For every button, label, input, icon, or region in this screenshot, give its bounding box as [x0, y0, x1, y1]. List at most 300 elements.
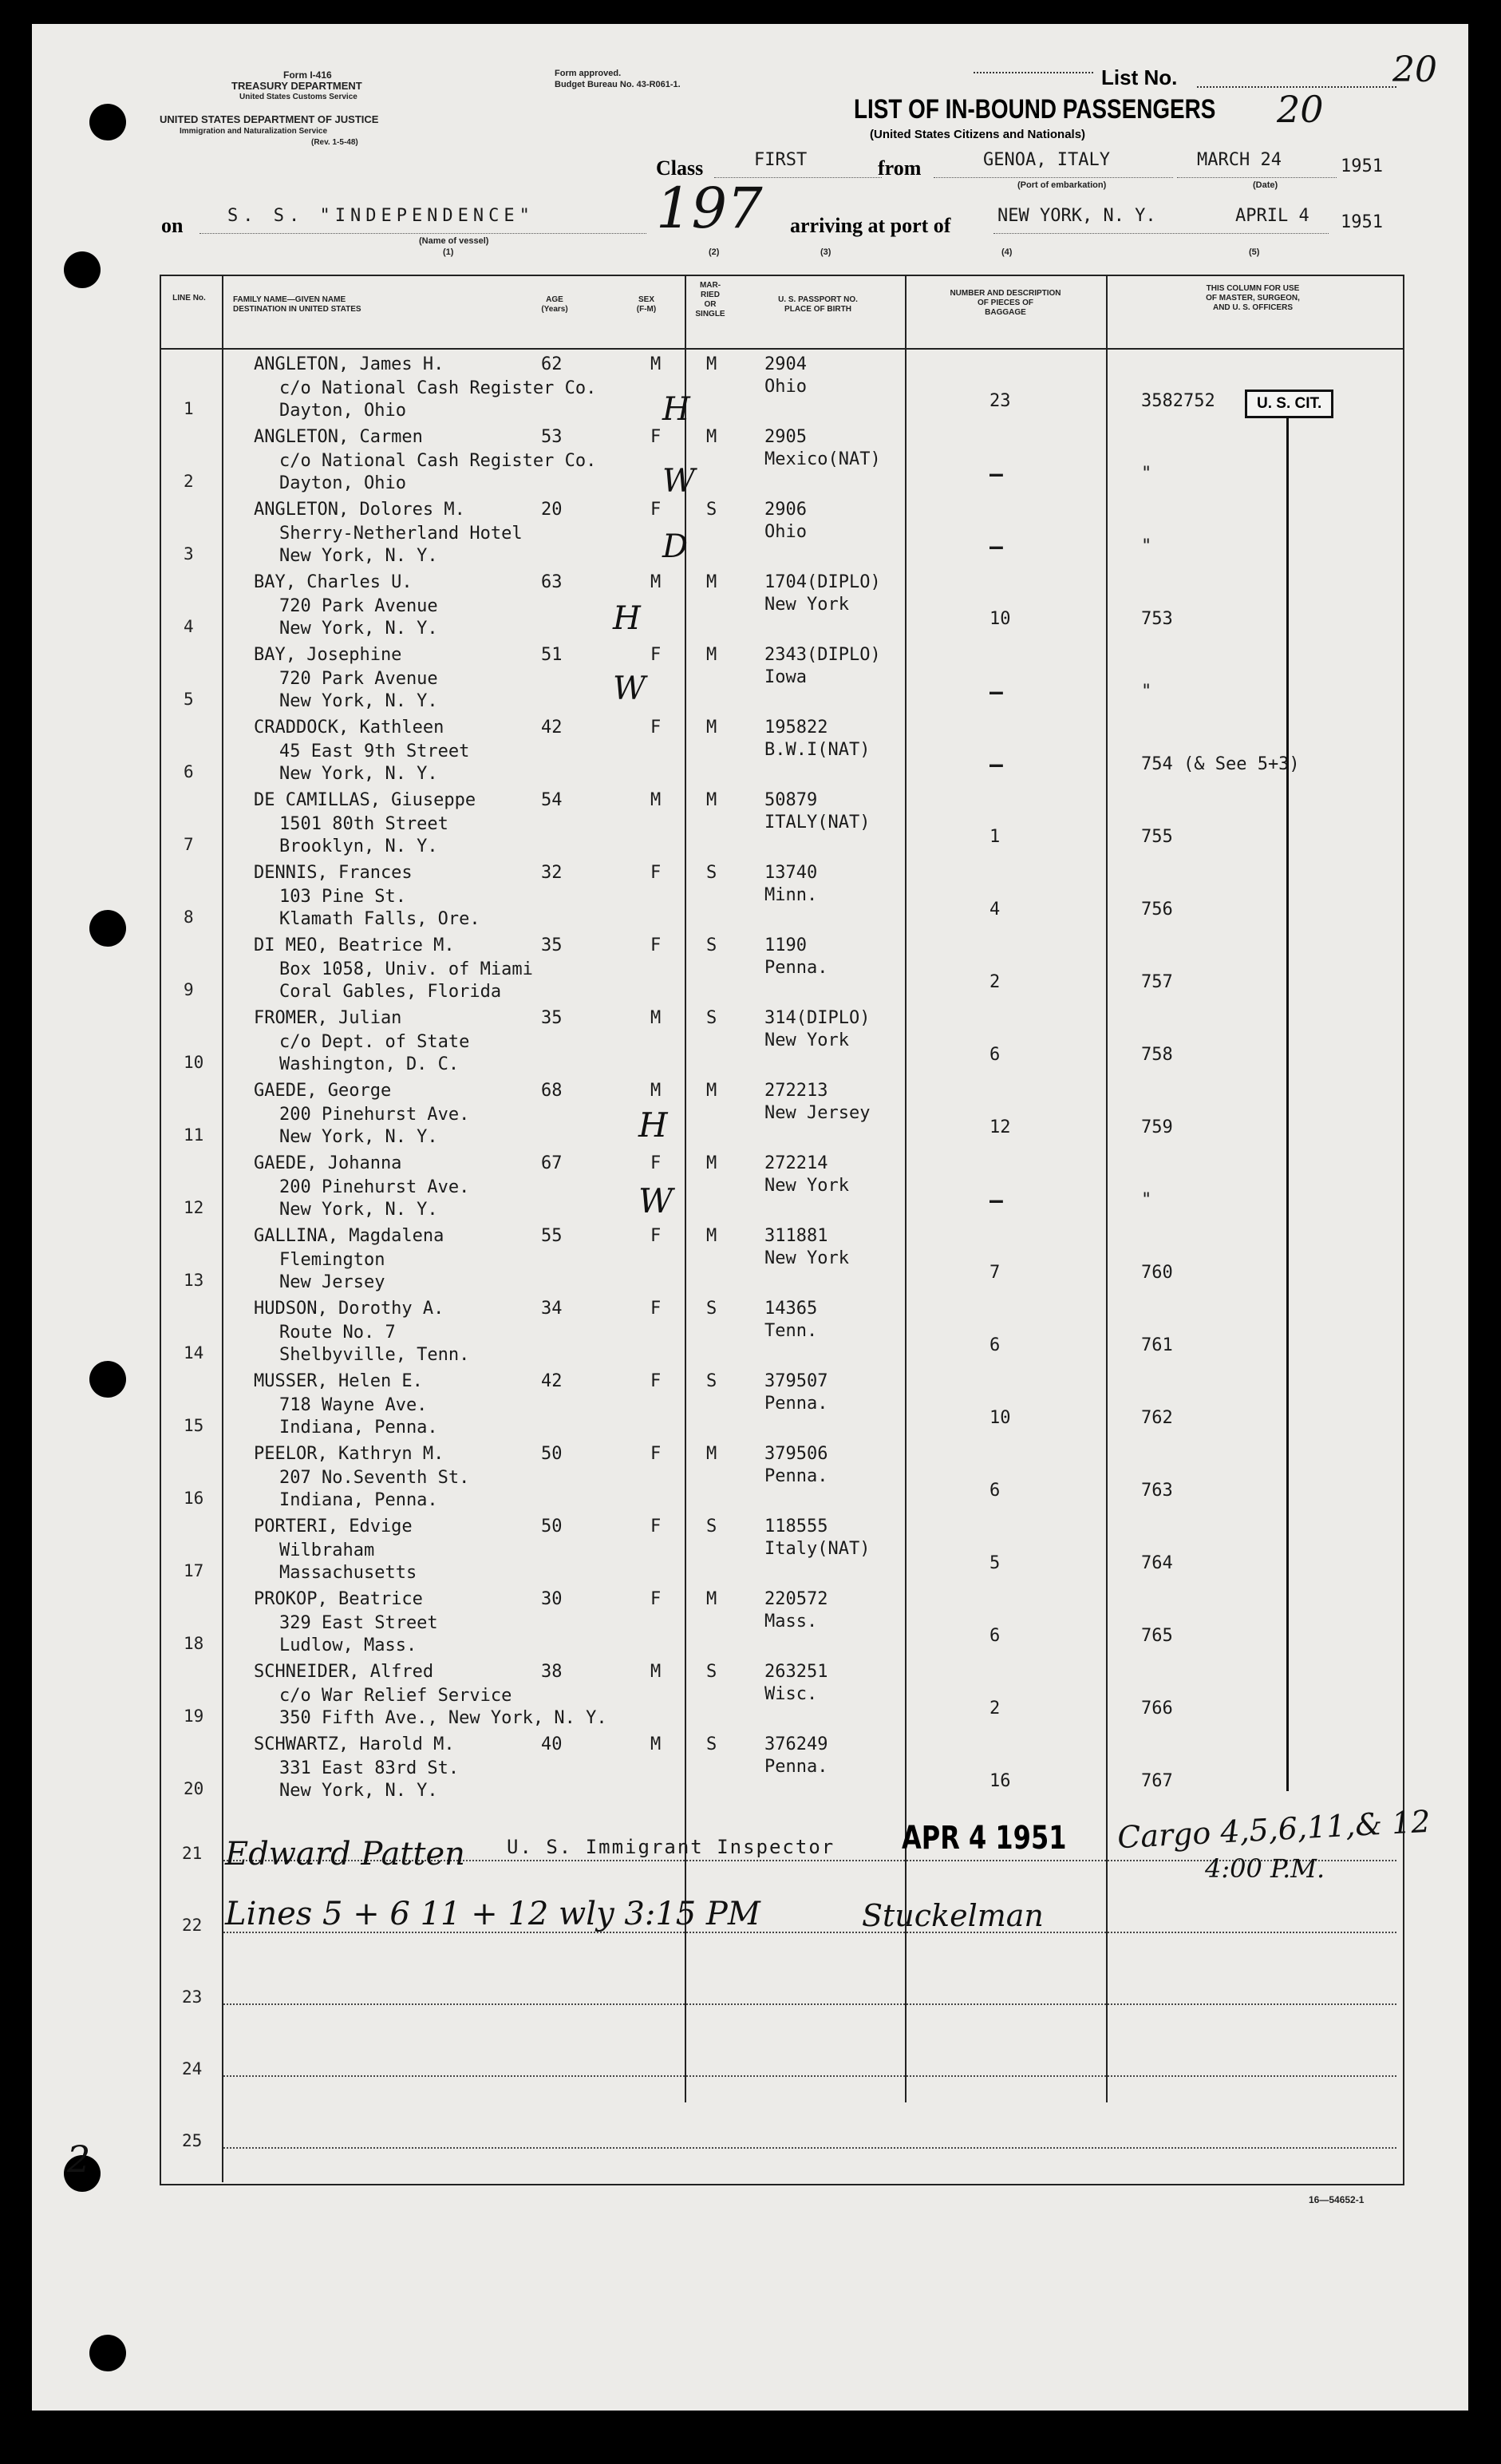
port-caption: (Port of embarkation)	[1017, 180, 1107, 190]
baggage-count: 16	[989, 1771, 1011, 1791]
line-number: 21	[182, 1844, 203, 1863]
departure-date: MARCH 24	[1197, 150, 1282, 170]
header-officers: THIS COLUMN FOR USE OF MASTER, SURGEON, AND U. S. OFFICERS	[1206, 284, 1300, 312]
passenger-name: ANGLETON, James H.	[254, 354, 444, 374]
address-line-1: Flemington	[279, 1250, 385, 1270]
passenger-name: SCHNEIDER, Alfred	[254, 1662, 434, 1682]
marital-status: S	[706, 1008, 717, 1028]
address-line-2: New York, N. Y.	[279, 691, 438, 711]
passenger-name: PORTERI, Edvige	[254, 1517, 413, 1537]
officer-note: 758	[1141, 1045, 1173, 1065]
address-line-1: 200 Pinehurst Ave.	[279, 1105, 470, 1125]
age: 35	[541, 935, 563, 955]
sex: F	[650, 500, 662, 520]
line-number: 2	[184, 472, 194, 491]
table-row	[160, 1003, 1401, 1076]
marital-status: M	[706, 790, 717, 810]
marital-status: M	[706, 1226, 717, 1246]
table-row	[160, 1366, 1401, 1439]
form-approved: Form approved.	[555, 69, 622, 78]
officer-note: 757	[1141, 972, 1173, 992]
list-no-handwritten-2: 20	[1277, 88, 1324, 131]
officer-note: 766	[1141, 1699, 1173, 1718]
marital-status: S	[706, 1371, 717, 1391]
marital-status: M	[706, 1589, 717, 1609]
line-number: 11	[184, 1125, 204, 1145]
address-line-2: New York, N. Y.	[279, 546, 438, 566]
binder-hole	[89, 104, 126, 140]
line-number: 13	[184, 1271, 204, 1290]
place-of-birth: B.W.I(NAT)	[764, 740, 871, 760]
place-of-birth: New York	[764, 1248, 849, 1268]
baggage-count: 1	[989, 827, 1001, 847]
line-number: 25	[182, 2131, 203, 2150]
mark-h-3: H	[638, 1105, 668, 1145]
place-of-birth: Tenn.	[764, 1321, 818, 1341]
address-line-1: Box 1058, Univ. of Miami	[279, 959, 533, 979]
form-subtitle: (United States Citizens and Nationals)	[870, 128, 1086, 141]
passenger-name: CRADDOCK, Kathleen	[254, 718, 444, 738]
passenger-name: GALLINA, Magdalena	[254, 1226, 444, 1246]
arrival-port: NEW YORK, N. Y.	[997, 206, 1156, 226]
address-line-2: Ludlow, Mass.	[279, 1635, 417, 1655]
age: 35	[541, 1008, 563, 1028]
header-passport: U. S. PASSPORT NO. PLACE OF BIRTH	[778, 295, 858, 314]
mark-w-1: W	[662, 463, 696, 500]
form-title: LIST OF IN-BOUND PASSENGERS	[854, 94, 1216, 125]
baggage-count: 4	[989, 900, 1001, 920]
address-line-2: New York, N. Y.	[279, 619, 438, 639]
address-line-1: Sherry-Netherland Hotel	[279, 524, 523, 544]
line-number: 17	[184, 1561, 204, 1580]
officer-note: 767	[1141, 1771, 1173, 1791]
place-of-birth: Penna.	[764, 1466, 828, 1486]
age: 67	[541, 1153, 563, 1173]
passenger-name: DE CAMILLAS, Giuseppe	[254, 790, 476, 810]
passport-number: 376249	[764, 1734, 828, 1754]
sex: M	[650, 572, 662, 592]
list-no-label: List No.	[1101, 65, 1178, 89]
date-caption: (Date)	[1253, 180, 1278, 190]
passenger-name: BAY, Josephine	[254, 645, 402, 665]
line-number: 24	[182, 2059, 203, 2078]
treasury-dept: TREASURY DEPARTMENT	[231, 80, 362, 92]
sex: F	[650, 1153, 662, 1173]
passport-number: 272213	[764, 1081, 828, 1101]
table-row	[160, 1730, 1401, 1802]
table-row	[160, 785, 1401, 858]
inspector-label: U. S. Immigrant Inspector	[507, 1836, 835, 1858]
address-line-2: Coral Gables, Florida	[279, 982, 502, 1002]
marital-status: S	[706, 863, 717, 883]
place-of-birth: Penna.	[764, 1757, 828, 1777]
justice-dept: UNITED STATES DEPARTMENT OF JUSTICE	[160, 113, 379, 125]
address-line-2: New Jersey	[279, 1272, 385, 1292]
table-row	[160, 931, 1401, 1003]
us-cit-stamp: U. S. CIT.	[1245, 390, 1333, 418]
sex: F	[650, 1444, 662, 1464]
baggage-count: 10	[989, 1408, 1011, 1428]
place-of-birth: Mexico(NAT)	[764, 449, 881, 469]
line-number: 10	[184, 1053, 204, 1072]
address-line-1: 720 Park Avenue	[279, 669, 438, 689]
marital-status: M	[706, 427, 717, 447]
sex: F	[650, 645, 662, 665]
marital-status: M	[706, 645, 717, 665]
address-line-1: 207 No.Seventh St.	[279, 1468, 470, 1488]
marital-status: M	[706, 718, 717, 738]
baggage-count: 10	[989, 609, 1011, 629]
passport-number: 118555	[764, 1517, 828, 1537]
line-number: 6	[184, 762, 194, 781]
address-line-2: 350 Fifth Ave., New York, N. Y.	[279, 1708, 607, 1728]
sex: M	[650, 1081, 662, 1101]
line-number: 3	[184, 544, 194, 564]
line-number: 20	[184, 1779, 204, 1798]
line-number: 23	[182, 1987, 203, 2007]
table-row	[160, 713, 1401, 785]
marital-status: M	[706, 1153, 717, 1173]
address-line-1: 331 East 83rd St.	[279, 1758, 460, 1778]
sex: F	[650, 427, 662, 447]
address-line-1: c/o National Cash Register Co.	[279, 451, 597, 471]
officer-note: 762	[1141, 1408, 1173, 1428]
cargo-note: Cargo 4,5,6,11,& 12	[1116, 1803, 1432, 1856]
address-line-1: Wilbraham	[279, 1540, 375, 1560]
marital-status: M	[706, 1444, 717, 1464]
age: 55	[541, 1226, 563, 1246]
line-number: 22	[182, 1916, 203, 1935]
marital-status: M	[706, 572, 717, 592]
handwritten-ship-number: 197	[656, 176, 763, 241]
passport-number: 13740	[764, 863, 818, 883]
passport-number: 2904	[764, 354, 807, 374]
address-line-2: Brooklyn, N. Y.	[279, 836, 438, 856]
officer-note: 759	[1141, 1117, 1173, 1137]
footer-code: 16—54652-1	[1309, 2194, 1365, 2205]
line-number: 9	[184, 980, 194, 999]
age: 20	[541, 500, 563, 520]
table-row	[160, 1221, 1401, 1294]
address-line-1: c/o National Cash Register Co.	[279, 378, 597, 398]
line-number: 4	[184, 617, 194, 636]
passenger-name: PEELOR, Kathryn M.	[254, 1444, 444, 1464]
passport-number: 314(DIPLO)	[764, 1008, 871, 1028]
address-line-2: New York, N. Y.	[279, 1781, 438, 1801]
vessel-name: S. S. "INDEPENDENCE"	[227, 206, 535, 226]
baggage-count: —	[989, 1187, 1003, 1213]
age: 50	[541, 1517, 563, 1537]
passenger-name: DI MEO, Beatrice M.	[254, 935, 455, 955]
address-line-2: Klamath Falls, Ore.	[279, 909, 480, 929]
header-name: FAMILY NAME—GIVEN NAME DESTINATION IN UNITED STATES	[233, 295, 361, 314]
address-line-2: Indiana, Penna.	[279, 1490, 438, 1510]
sex: F	[650, 1226, 662, 1246]
address-line-2: Dayton, Ohio	[279, 473, 406, 493]
table-row	[160, 422, 1401, 495]
passenger-name: HUDSON, Dorothy A.	[254, 1299, 444, 1319]
age: 54	[541, 790, 563, 810]
marital-status: S	[706, 1299, 717, 1319]
address-line-2: New York, N. Y.	[279, 1127, 438, 1147]
arrival-date: APRIL 4	[1235, 206, 1309, 226]
passenger-name: FROMER, Julian	[254, 1008, 402, 1028]
passenger-name: GAEDE, Johanna	[254, 1153, 402, 1173]
age: 30	[541, 1589, 563, 1609]
budget-bureau: Budget Bureau No. 43-R061-1.	[555, 80, 681, 89]
passport-number: 50879	[764, 790, 818, 810]
officer-note: 754 (& See 5+3)	[1141, 754, 1300, 774]
passport-number: 195822	[764, 718, 828, 738]
age: 34	[541, 1299, 563, 1319]
passport-number: 1704(DIPLO)	[764, 572, 881, 592]
line-number: 5	[184, 690, 194, 709]
age: 42	[541, 718, 563, 738]
place-of-birth: Wisc.	[764, 1684, 818, 1704]
passport-number: 272214	[764, 1153, 828, 1173]
passport-number: 14365	[764, 1299, 818, 1319]
line-number: 19	[184, 1707, 204, 1726]
place-of-birth: New York	[764, 1030, 849, 1050]
age: 40	[541, 1734, 563, 1754]
table-row	[160, 640, 1401, 713]
place-of-birth: New Jersey	[764, 1103, 871, 1123]
sex: F	[650, 863, 662, 883]
class-label: Class	[656, 156, 704, 180]
bottom-left-mark: 2	[67, 2138, 91, 2181]
baggage-count: 23	[989, 391, 1011, 411]
date-stamp: APR 4 1951	[902, 1820, 1067, 1857]
passport-number: 379506	[764, 1444, 828, 1464]
passport-number: 2906	[764, 500, 807, 520]
passenger-name: GAEDE, George	[254, 1081, 392, 1101]
line-number: 14	[184, 1343, 204, 1363]
place-of-birth: Ohio	[764, 522, 807, 542]
age: 62	[541, 354, 563, 374]
col-num-1: (1)	[443, 247, 454, 257]
place-of-birth: New York	[764, 595, 849, 615]
binder-hole	[64, 251, 101, 288]
address-line-1: 200 Pinehurst Ave.	[279, 1177, 470, 1197]
address-line-1: Route No. 7	[279, 1323, 396, 1343]
table-row	[160, 1512, 1401, 1584]
passport-number: 2905	[764, 427, 807, 447]
table-row	[160, 858, 1401, 931]
table-row	[160, 1584, 1401, 1657]
mark-w-2: W	[613, 670, 646, 707]
passport-number: 311881	[764, 1226, 828, 1246]
address-line-2: Dayton, Ohio	[279, 401, 406, 421]
lines-note: Lines 5 + 6 11 + 12 wly 3:15 PM	[225, 1896, 760, 1932]
passenger-name: PROKOP, Beatrice	[254, 1589, 423, 1609]
col-num-2: (2)	[709, 247, 720, 257]
cargo-time: 4:00 P.M.	[1205, 1853, 1325, 1884]
baggage-count: 7	[989, 1263, 1001, 1283]
marital-status: S	[706, 1734, 717, 1754]
passport-number: 263251	[764, 1662, 828, 1682]
marital-status: S	[706, 500, 717, 520]
departure-year: 1951	[1341, 156, 1383, 176]
sex: F	[650, 935, 662, 955]
passenger-name: DENNIS, Frances	[254, 863, 413, 883]
officer-note: "	[1141, 682, 1152, 702]
address-line-1: 718 Wayne Ave.	[279, 1395, 428, 1415]
officer-note: 760	[1141, 1263, 1173, 1283]
sex: M	[650, 1662, 662, 1682]
place-of-birth: Minn.	[764, 885, 818, 905]
address-line-2: Washington, D. C.	[279, 1054, 460, 1074]
mark-d: D	[662, 528, 689, 565]
table-row	[160, 1657, 1401, 1730]
address-line-1: 329 East Street	[279, 1613, 438, 1633]
address-line-2: Indiana, Penna.	[279, 1418, 438, 1438]
address-line-1: c/o Dept. of State	[279, 1032, 470, 1052]
col-num-4: (4)	[1001, 247, 1013, 257]
address-line-1: 720 Park Avenue	[279, 596, 438, 616]
address-line-1: 1501 80th Street	[279, 814, 448, 834]
marital-status: S	[706, 1517, 717, 1537]
header-married: MAR- RIED OR SINGLE	[695, 281, 725, 318]
from-label: from	[878, 156, 922, 180]
officer-note: 756	[1141, 900, 1173, 920]
marital-status: S	[706, 1662, 717, 1682]
baggage-count: 6	[989, 1335, 1001, 1355]
line-number: 18	[184, 1634, 204, 1653]
baggage-count: —	[989, 678, 1003, 705]
table-row	[160, 1076, 1401, 1149]
place-of-birth: Penna.	[764, 1394, 828, 1414]
sex: F	[650, 718, 662, 738]
baggage-count: 5	[989, 1553, 1001, 1573]
address-line-2: New York, N. Y.	[279, 764, 438, 784]
arrival-year: 1951	[1341, 212, 1383, 232]
col-num-5: (5)	[1249, 247, 1260, 257]
vessel-caption: (Name of vessel)	[419, 236, 489, 246]
sex: M	[650, 1734, 662, 1754]
sex: M	[650, 354, 662, 374]
table-row	[160, 1149, 1401, 1221]
binder-hole	[89, 1361, 126, 1398]
address-line-1: 103 Pine St.	[279, 887, 406, 907]
passenger-name: ANGLETON, Carmen	[254, 427, 423, 447]
table-row	[160, 1439, 1401, 1512]
place-of-birth: New York	[764, 1176, 849, 1196]
address-line-2: Shelbyville, Tenn.	[279, 1345, 470, 1365]
age: 53	[541, 427, 563, 447]
mark-h-2: H	[613, 600, 641, 637]
officer-note: 763	[1141, 1481, 1173, 1501]
officer-note: "	[1141, 1190, 1152, 1210]
baggage-count: 2	[989, 1699, 1001, 1718]
marital-status: M	[706, 1081, 717, 1101]
address-line-2: New York, N. Y.	[279, 1200, 438, 1220]
binder-hole	[89, 2335, 126, 2371]
officer-note: "	[1141, 536, 1152, 556]
place-of-birth: Mass.	[764, 1612, 818, 1631]
baggage-count: 12	[989, 1117, 1011, 1137]
table-row	[160, 568, 1401, 640]
baggage-count: 2	[989, 972, 1001, 992]
baggage-count: 6	[989, 1626, 1001, 1646]
age: 42	[541, 1371, 563, 1391]
baggage-count: —	[989, 461, 1003, 487]
sex: F	[650, 1371, 662, 1391]
on-label: on	[161, 214, 184, 237]
sex: F	[650, 1589, 662, 1609]
line-number: 8	[184, 908, 194, 927]
line-number: 1	[184, 399, 194, 418]
passenger-name: MUSSER, Helen E.	[254, 1371, 423, 1391]
officer-note: 753	[1141, 609, 1173, 629]
lines-signature: Stuckelman	[862, 1898, 1044, 1933]
passenger-name: BAY, Charles U.	[254, 572, 413, 592]
officer-note: 755	[1141, 827, 1173, 847]
table-row	[160, 350, 1401, 422]
header-age: AGE (Years)	[541, 295, 568, 314]
officer-note: 764	[1141, 1553, 1173, 1573]
age: 68	[541, 1081, 563, 1101]
place-of-birth: Iowa	[764, 667, 807, 687]
sex: M	[650, 790, 662, 810]
table-row	[160, 495, 1401, 568]
passport-number: 1190	[764, 935, 807, 955]
passenger-name: SCHWARTZ, Harold M.	[254, 1734, 455, 1754]
sex: M	[650, 1008, 662, 1028]
list-no-handwritten: 20	[1392, 49, 1437, 90]
age: 51	[541, 645, 563, 665]
passport-number: 379507	[764, 1371, 828, 1391]
table-row	[160, 1294, 1401, 1366]
officer-note: "	[1141, 464, 1152, 484]
line-number: 16	[184, 1489, 204, 1508]
arriving-label: arriving at port of	[790, 214, 951, 237]
baggage-count: —	[989, 533, 1003, 560]
class-value: FIRST	[754, 150, 808, 170]
line-number: 12	[184, 1198, 204, 1217]
age: 38	[541, 1662, 563, 1682]
place-of-birth: Italy(NAT)	[764, 1539, 871, 1559]
baggage-count: —	[989, 751, 1003, 777]
customs-service: United States Customs Service	[239, 93, 357, 101]
address-line-1: c/o War Relief Service	[279, 1686, 512, 1706]
baggage-count: 6	[989, 1045, 1001, 1065]
passport-number: 220572	[764, 1589, 828, 1609]
passenger-name: ANGLETON, Dolores M.	[254, 500, 465, 520]
form-number: Form I-416	[283, 69, 332, 81]
officer-note: 761	[1141, 1335, 1173, 1355]
address-line-1: 45 East 9th Street	[279, 742, 470, 761]
sex: F	[650, 1299, 662, 1319]
revision: (Rev. 1-5-48)	[311, 138, 358, 147]
empty-row	[160, 1946, 1401, 2018]
line-number: 15	[184, 1416, 204, 1435]
place-of-birth: Ohio	[764, 377, 807, 397]
port-of-embarkation: GENOA, ITALY	[983, 150, 1110, 170]
line-number: 7	[184, 835, 194, 854]
sex: F	[650, 1517, 662, 1537]
header-sex: SEX (F-M)	[636, 295, 657, 314]
marital-status: M	[706, 354, 717, 374]
age: 50	[541, 1444, 563, 1464]
place-of-birth: ITALY(NAT)	[764, 813, 871, 833]
binder-hole	[89, 910, 126, 947]
mark-w-3: W	[638, 1181, 673, 1220]
empty-row	[160, 2090, 1401, 2161]
address-line-2: Massachusetts	[279, 1563, 417, 1583]
marital-status: S	[706, 935, 717, 955]
header-baggage: NUMBER AND DESCRIPTION OF PIECES OF BAGGAGE	[950, 289, 1061, 317]
empty-row	[160, 2018, 1401, 2090]
